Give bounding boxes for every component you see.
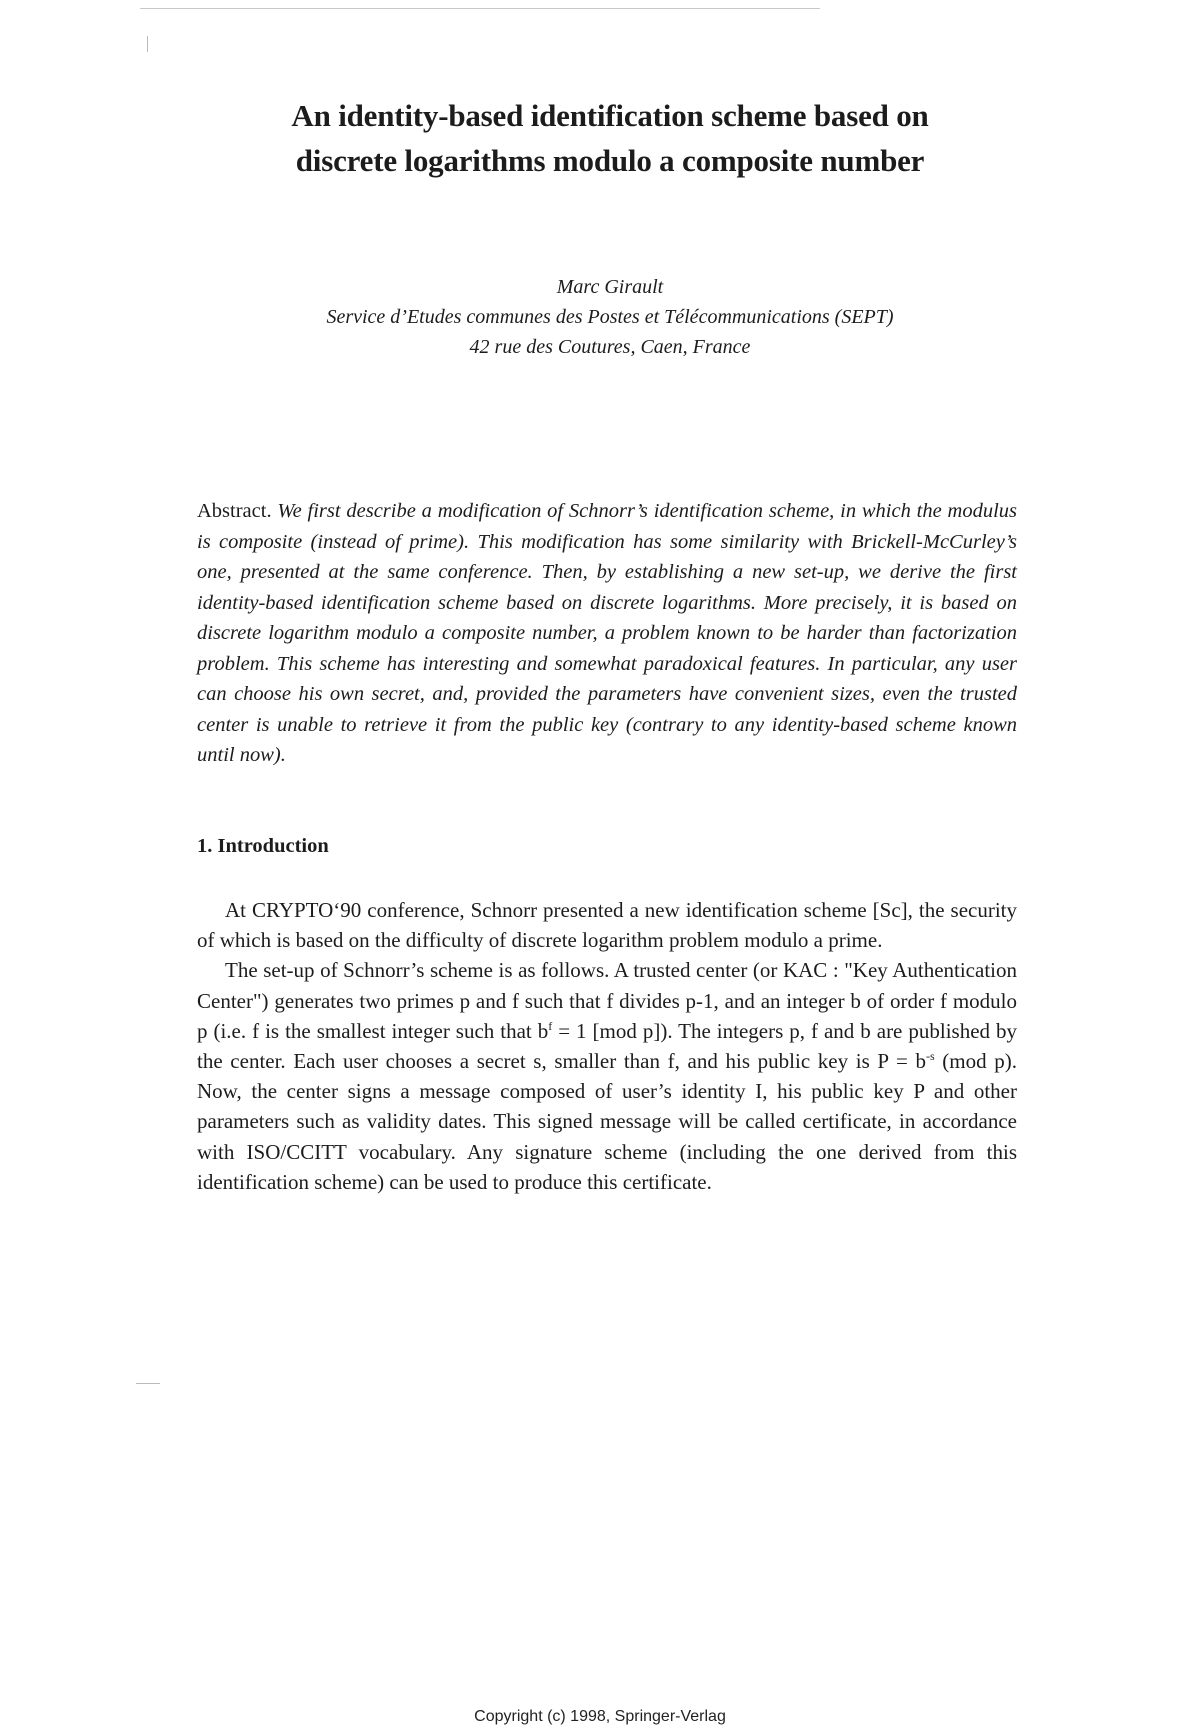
introduction-body — [197, 895, 1017, 1197]
scan-artifact-margin-mark — [136, 1383, 160, 1384]
intro-p2-text-c: (mod p). Now, the center signs a message composed of user’s identity I, his public key P and other parameters such as validity dates. This signed message will be called certificate, in accordance with ISO/CCITT vocabulary. Any signature scheme (including the one derived from this identification scheme) can be used to produce this certificate. — [197, 1049, 1017, 1194]
intro-p2-text-a: The set-up of Schnorr’s scheme is as follows. A trusted center (or KAC : "Key Authentication Center") generates two primes p and f such that f divides p-1, and an integer b of order f modulo p (i.e. f is the smallest integer such that b — [197, 958, 1017, 1043]
author-affiliation: Service d’Etudes communes des Postes et Télécommunications (SEPT) — [326, 306, 894, 328]
author-name: Marc Girault — [556, 276, 664, 298]
title-line-2: discrete logarithms modulo a composite number — [295, 143, 925, 178]
intro-paragraph-1: At CRYPTO‘90 conference, Schnorr presented a new identification scheme [Sc], the security of which is based on the difficulty of discrete logarithm problem modulo a prime. — [197, 898, 1017, 953]
paper-title — [200, 93, 1020, 183]
scan-artifact-top-line — [140, 8, 820, 9]
abstract — [197, 496, 1017, 771]
copyright-footer: Copyright (c) 1998, Springer-Verlag — [474, 1708, 726, 1725]
intro-p2-text-b: = 1 [mod p]). The integers p, f and b are published by the center. Each user chooses a secret s, smaller than f, and his public key is P = b — [197, 1018, 1018, 1074]
abstract-text: We first describe a modification of Schnorr’s identification scheme, in which the modulus is composite (instead of prime). This modification has some similarity with Brickell-McCurley’s one, presented at the same conference. Then, by establishing a new set-up, we derive the first identity-based identification scheme based on discrete logarithms. More precisely, it is based on discrete logarithm modulo a composite number, a problem known to be harder than factorization problem. This scheme has interesting and somewhat paradoxical features. In particular, any user can choose his own secret, and, provided the parameters have convenient sizes, even the trusted center is unable to retrieve it from the public key (contrary to any identity-based scheme known until now). — [197, 500, 1018, 766]
scan-artifact-margin-mark — [147, 36, 148, 52]
intro-paragraph-2 — [197, 955, 1017, 1197]
exponent-f: f — [548, 1018, 553, 1033]
section-heading-introduction: 1. Introduction — [197, 835, 329, 857]
abstract-label: Abstract. — [197, 500, 272, 522]
author-address: 42 rue des Coutures, Caen, France — [469, 336, 751, 358]
author-block — [200, 272, 1020, 362]
exponent-minus-s: -s — [925, 1049, 935, 1064]
title-line-1: An identity-based identification scheme based on — [291, 98, 929, 133]
